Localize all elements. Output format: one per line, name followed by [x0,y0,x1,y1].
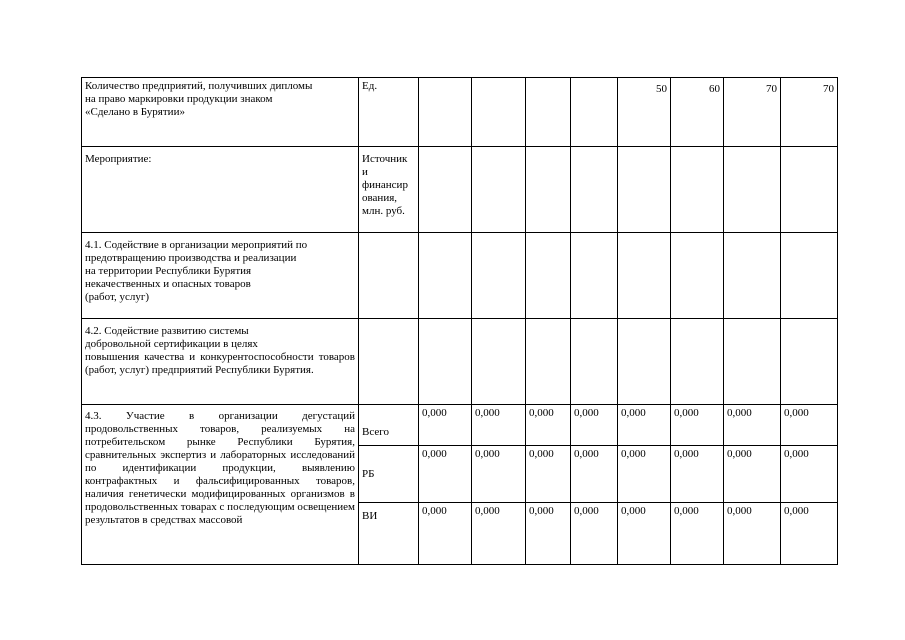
value-cell: 0,000 [526,446,571,503]
funding-source-vi: ВИ [359,503,419,565]
value-cell: 0,000 [419,446,472,503]
value-cell: 0,000 [419,503,472,565]
value-cell: 0,000 [472,405,526,446]
value-cell: 0,000 [618,405,671,446]
unit-cell: Ед. [359,78,419,147]
value-cell: 0,000 [571,405,618,446]
value-cell: 0,000 [472,503,526,565]
value-cell: 70 [781,78,838,147]
value-cell: 0,000 [724,503,781,565]
value-cell: 0,000 [781,503,838,565]
value-cell: 0,000 [618,446,671,503]
value-cell: 60 [671,78,724,147]
value-cell: 50 [618,78,671,147]
value-cell: 0,000 [472,446,526,503]
funding-source-header: Источник и финансир ования, млн. руб. [359,147,419,233]
value-cell: 0,000 [781,446,838,503]
funding-source-total: Всего [359,405,419,446]
value-cell [419,78,472,147]
funding-source-rb: РБ [359,446,419,503]
value-cell: 0,000 [671,503,724,565]
value-cell [571,78,618,147]
measure-4-1: 4.1. Содействие в организации мероприятий по предотвращению производства и реализации на территории Республики Бурятия некачественных и опасных товаров (работ, услуг) [82,233,359,319]
value-cell: 0,000 [724,446,781,503]
table-row [82,405,838,446]
value-cell: 0,000 [419,405,472,446]
program-table [81,77,838,565]
table-row [82,78,838,147]
value-cell: 70 [724,78,781,147]
value-cell: 0,000 [571,503,618,565]
table-row [82,233,838,319]
value-cell: 0,000 [526,503,571,565]
measure-4-3: 4.3. Участие в организации дегустаций продовольственных товаров, реализуемых на потребительском рынке Республики Бурятия, сравнительных экспертиз и лабораторных исследований по идентификации продукции, выявлению контрафактных и фальсифицированных товаров, наличия генетически модифицированных организмов в продовольственных товарах с последующим освещением результатов в средствах массовой [82,405,359,565]
table-row [82,319,838,405]
value-cell [526,78,571,147]
value-cell: 0,000 [571,446,618,503]
value-cell: 0,000 [526,405,571,446]
value-cell [472,78,526,147]
measure-4-2: 4.2. Содействие развитию системы добровольной сертификации в целях повышения качества и конкурентоспособности товаров (работ, услуг) предприятий Республики Бурятия. [82,319,359,405]
value-cell: 0,000 [671,446,724,503]
value-cell: 0,000 [724,405,781,446]
measure-heading: Мероприятие: [82,147,359,233]
table-row [82,147,838,233]
value-cell: 0,000 [671,405,724,446]
value-cell: 0,000 [618,503,671,565]
indicator-description: Количество предприятий, получивших дипломы на право маркировки продукции знаком «Сделано в Бурятии» [82,78,359,147]
value-cell: 0,000 [781,405,838,446]
